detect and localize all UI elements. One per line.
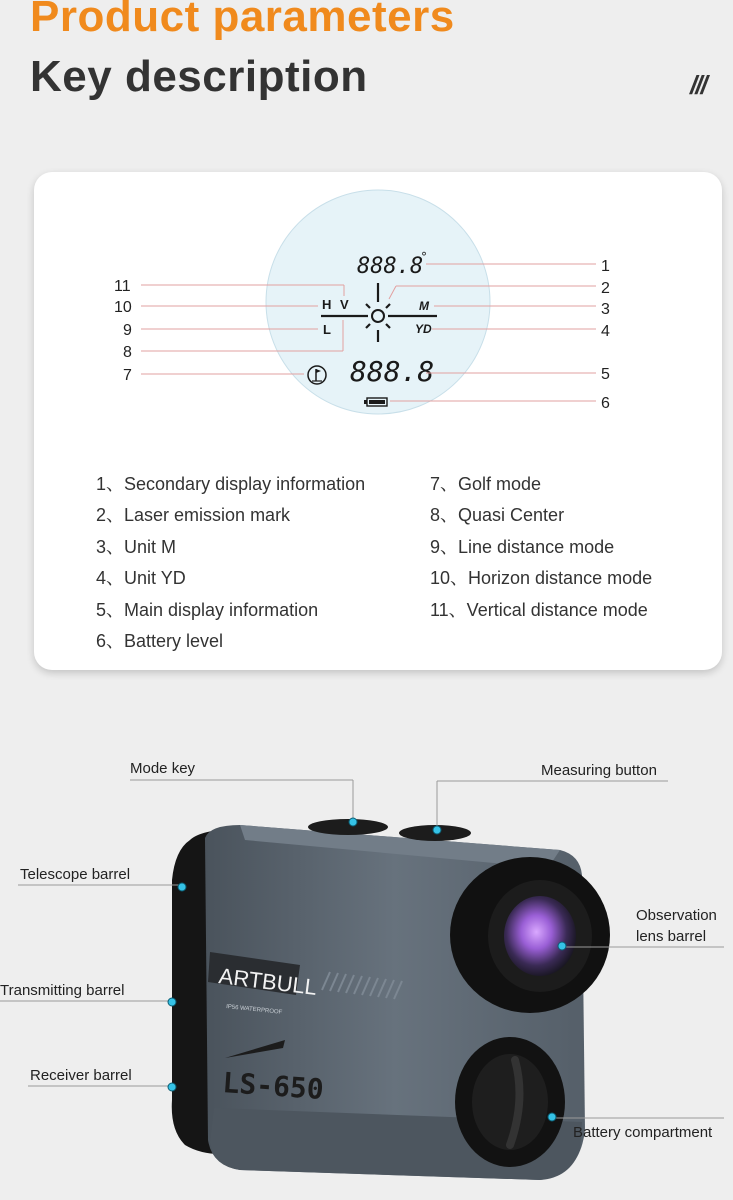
callout-observation-line2: lens barrel bbox=[636, 928, 707, 945]
lcd-l: L bbox=[323, 322, 331, 337]
callout-number-8: 8 bbox=[123, 344, 132, 361]
mode-key[interactable] bbox=[308, 819, 388, 835]
lcd-diagram bbox=[34, 172, 722, 472]
legend-left-column bbox=[96, 469, 365, 657]
page-subtitle: Key description bbox=[30, 52, 368, 101]
lcd-secondary-value: 888.8 bbox=[357, 254, 424, 279]
lcd-unit-m: M bbox=[419, 299, 429, 313]
callout-mode-key: Mode key bbox=[130, 760, 196, 777]
legend-item: 10、Horizon distance mode bbox=[430, 568, 653, 589]
page-title: Product parameters bbox=[30, 0, 455, 41]
lcd-h: H bbox=[322, 297, 332, 312]
callout-number-9: 9 bbox=[123, 322, 132, 339]
callout-battery-compartment: Battery compartment bbox=[573, 1124, 713, 1141]
legend-item: 4、Unit YD bbox=[96, 568, 186, 589]
legend-right-column bbox=[430, 469, 652, 626]
brand-name: ARTBULL bbox=[217, 963, 319, 1000]
callout-number-5: 5 bbox=[601, 366, 610, 383]
legend-item: 2、Laser emission mark bbox=[96, 505, 291, 526]
legend-item: 7、Golf mode bbox=[430, 474, 542, 494]
lcd-v: V bbox=[340, 297, 349, 312]
callout-observation-line1: Observation bbox=[636, 907, 717, 924]
callout-number-7: 7 bbox=[123, 367, 132, 384]
key-description-card bbox=[34, 172, 722, 670]
callout-receiver-barrel: Receiver barrel bbox=[30, 1067, 132, 1084]
callout-number-11: 11 bbox=[114, 278, 131, 295]
legend-item: 5、Main display information bbox=[96, 599, 319, 620]
callout-number-6: 6 bbox=[601, 395, 610, 412]
callout-number-4: 4 bbox=[601, 323, 610, 340]
legend-item: 1、Secondary display information bbox=[96, 474, 366, 494]
model-name: LS-650 bbox=[221, 1066, 325, 1107]
legend-item: 9、Line distance mode bbox=[430, 536, 615, 557]
legend-item: 11、Vertical distance mode bbox=[430, 599, 648, 620]
waterproof-print: IP56 WATERPROOF bbox=[225, 1004, 283, 1016]
legend-item: 8、Quasi Center bbox=[430, 505, 565, 526]
observation-lens bbox=[504, 896, 576, 976]
callout-measuring-button: Measuring button bbox=[541, 762, 657, 779]
legend-item: 3、Unit M bbox=[96, 536, 177, 557]
callout-number-1: 1 bbox=[601, 258, 610, 275]
callout-telescope-barrel: Telescope barrel bbox=[20, 866, 131, 883]
callout-transmitting-barrel: Transmitting barrel bbox=[0, 982, 125, 999]
lcd-degree: ° bbox=[421, 250, 427, 264]
callout-number-3: 3 bbox=[601, 301, 610, 318]
legend-item: 6、Battery level bbox=[96, 631, 224, 652]
lcd-unit-yd: YD bbox=[415, 322, 432, 336]
callout-number-10: 10 bbox=[114, 299, 132, 316]
decorative-slashes: /// bbox=[690, 70, 706, 100]
callout-number-2: 2 bbox=[601, 280, 610, 297]
lcd-main-value: 888.8 bbox=[350, 355, 435, 388]
